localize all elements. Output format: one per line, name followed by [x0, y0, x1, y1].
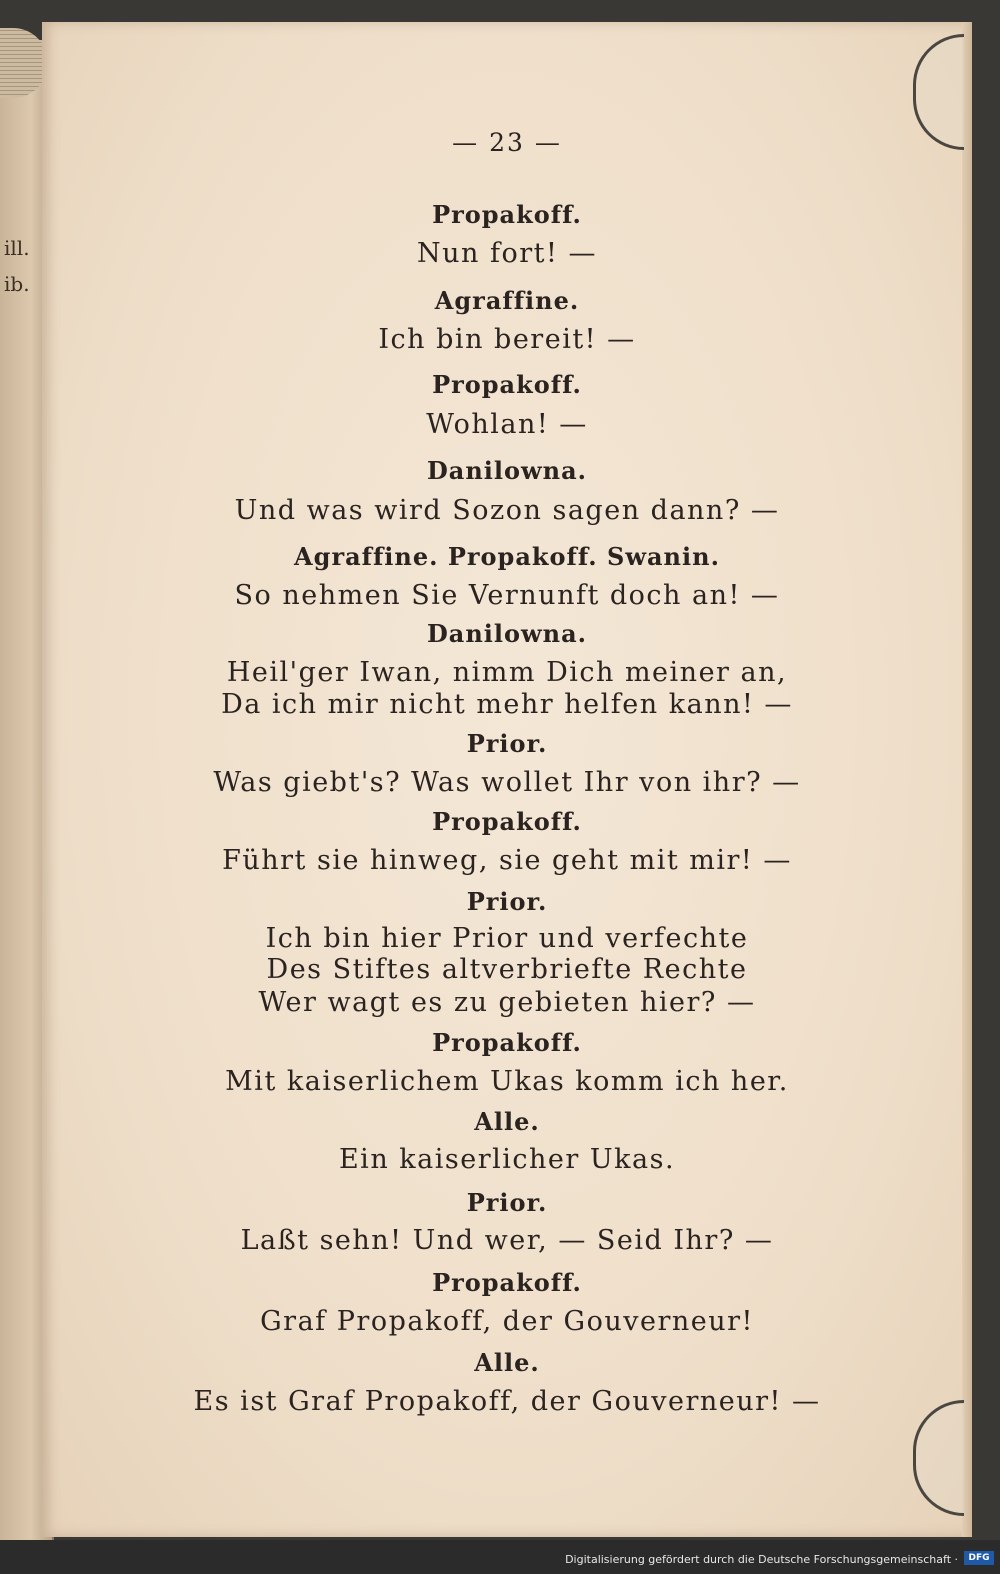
verse-line: Nun fort! — [417, 238, 597, 269]
speaker-name: Prior. [466, 887, 548, 916]
speaker-name: Propakoff. [432, 1268, 582, 1297]
speaker-name: Propakoff. [432, 200, 582, 229]
speaker-name: Danilowna. [426, 456, 588, 485]
dfg-logo-icon: DFG [964, 1551, 994, 1565]
book-page [42, 22, 972, 1537]
speaker-name: Agraffine. [434, 286, 580, 315]
speaker-name: Propakoff. [432, 370, 582, 399]
page-text [42, 22, 972, 1537]
verse-line: Und was wird Sozon sagen dann? — [234, 495, 780, 526]
speaker-name: Propakoff. [432, 1028, 582, 1057]
verse-line: Wer wagt es zu gebieten hier? — [258, 987, 756, 1018]
footer-bar [0, 1540, 1000, 1574]
verse-line: So nehmen Sie Vernunft doch an! — [234, 580, 780, 611]
speaker-name: Agraffine. Propakoff. Swanin. [294, 542, 720, 571]
verse-line: Führt sie hinweg, sie geht mit mir! — [222, 845, 792, 876]
speaker-name: Prior. [466, 729, 548, 758]
verse-line: Da ich mir nicht mehr helfen kann! — [221, 689, 793, 720]
verse-line: Es ist Graf Propakoff, der Gouverneur! — [193, 1386, 821, 1417]
speaker-name: Propakoff. [432, 807, 582, 836]
verse-line: Mit kaiserlichem Ukas komm ich her. [225, 1066, 789, 1097]
speaker-name: Alle. [474, 1348, 540, 1377]
verse-line: Des Stiftes altverbriefte Rechte [266, 954, 748, 985]
verse-line: Graf Propakoff, der Gouverneur! [260, 1306, 754, 1337]
speaker-name: Prior. [466, 1188, 548, 1217]
verse-line: Ich bin bereit! — [378, 324, 636, 355]
facing-page-fragment: ill. [4, 236, 30, 260]
verse-line: Ein kaiserlicher Ukas. [338, 1144, 676, 1175]
speaker-name: Danilowna. [426, 619, 588, 648]
page-number: — 23 — [452, 128, 562, 157]
facing-page-fragment: ib. [4, 272, 30, 296]
verse-line: Wohlan! — [426, 409, 588, 440]
verse-line: Heil'ger Iwan, nimm Dich meiner an, [226, 657, 788, 688]
verse-line: Laßt sehn! Und wer, — Seid Ihr? — [240, 1225, 774, 1256]
speaker-name: Alle. [474, 1107, 540, 1136]
verse-line: Ich bin hier Prior und verfechte [265, 923, 749, 954]
verse-line: Was giebt's? Was wollet Ihr von ihr? — [213, 767, 801, 798]
funding-credit: Digitalisierung gefördert durch die Deutsche Forschungsgemeinschaft · [565, 1553, 958, 1566]
